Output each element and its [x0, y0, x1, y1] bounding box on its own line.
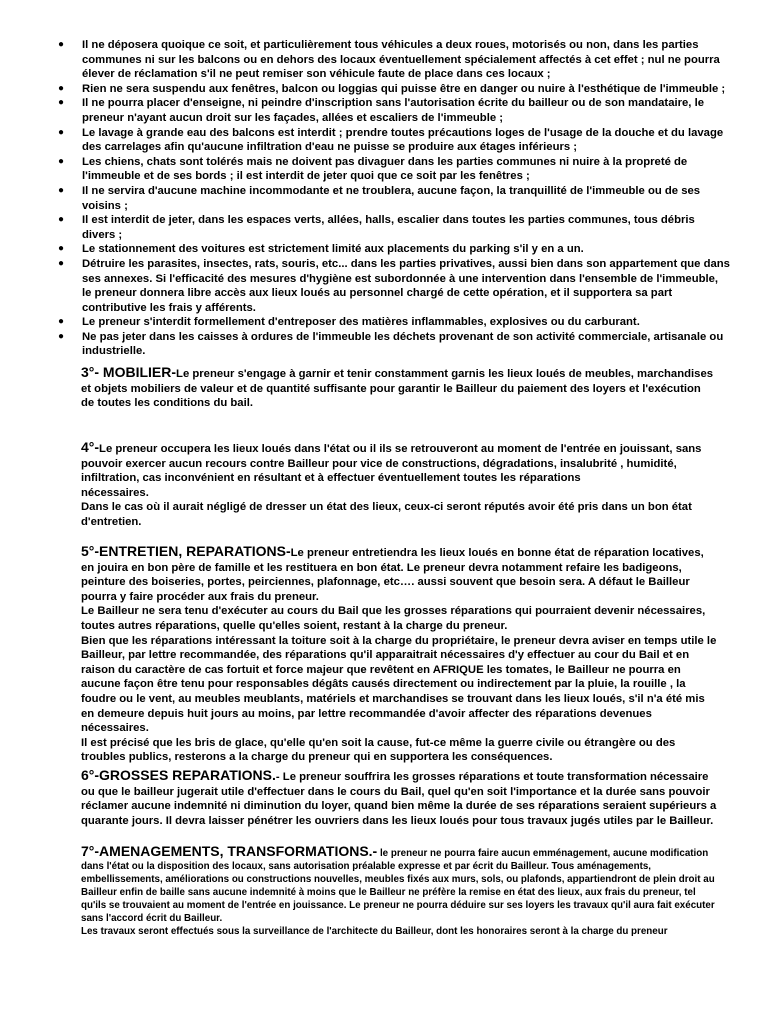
bullet-icon: ●: [58, 155, 65, 167]
section-text: Il est précisé que les bris de glace, qu'elle qu'en soit la cause, fut-ce même la guerre civile ou étrangère ou des troubles publics, resterons a la charge du preneur qui en supportera les conséquences.: [81, 736, 676, 764]
section-heading: 7°-AMENAGEMENTS, TRANSFORMATIONS.-: [81, 843, 378, 859]
section-etat-des-lieux: [81, 440, 717, 530]
list-item: ● Ne pas jeter dans les caisses à ordures de l'immeuble les déchets provenant de son activité commerciale, artisanale ou industrielle.: [58, 330, 724, 358]
list-item: ● Il ne déposera quoique ce soit, et particulièrement tous véhicules a deux roues, motorisés ou non, dans les parties communes ni sur les balcons ou en dehors des locaux éventuellement spécialement affectés à cet effet ; nul ne pourra élever de réclamation s'il ne peut remiser son véhicule faute de place dans ces locaux ;: [58, 39, 720, 81]
bullet-icon: ●: [58, 316, 65, 328]
section-heading: 6°-GROSSES REPARATIONS.: [81, 767, 276, 783]
section-text: Le preneur occupera les lieux loués dans l'état ou il ils se retrouveront au moment de l'entrée en jouissant, sans pouvoir exercer aucun recours contre Bailleur pour vice de constructions, dégradations, insalubrité , humidité, infiltration, cas inconvénient en résultant et à effectuer éventuellement toutes les réparations: [81, 443, 702, 485]
section-text: Le Bailleur ne sera tenu d'exécuter au cours du Bail que les grosses réparations qui pourraient devenir nécessaires, toutes autres réparations, quelle qu'elles soient, restant à la charge du preneur.: [81, 605, 706, 632]
bullet-icon: ●: [58, 243, 65, 255]
list-item: ● Le stationnement des voitures est strictement limité aux placements du parking s'il y en a un.: [58, 243, 584, 256]
section-text: Le preneur entretiendra les lieux loués en bonne état de réparation locatives, en jouira en bon père de famille et les restituera en bon état. Le preneur devra notamment refaire les badigeons, peinture des boiseries, portes, peirciennes, plafonnage, etc…. aussi souvent que besoin sera. A défaut le Bailleur pourra y faire procéder aux frais du preneur.: [81, 547, 704, 603]
list-item: ● Le preneur s'interdit formellement d'entreposer des matières inflammables, explosives ou du carburant.: [58, 316, 640, 329]
bullet-icon: ●: [58, 330, 65, 342]
list-item: ● Il ne pourra placer d'enseigne, ni peindre d'inscription sans l'autorisation écrite du bailleur ou de son mandataire, le preneur n'ayant aucun droit sur les façades, allées et escaliers de l'immeuble ;: [58, 97, 704, 124]
section-grosses-reparations: [81, 768, 717, 828]
section-heading: 3°- MOBILIER-: [81, 364, 177, 380]
section-text: nécessaires.: [81, 486, 149, 499]
list-item: ● Les chiens, chats sont tolérés mais ne doivent pas divaguer dans les parties communes ni nuire à la propreté de l'immeuble et de ses bords ; il est interdit de jeter quoi que ce soit par les fenêtres ;: [58, 155, 688, 183]
section-text: Dans le cas où il aurait négligé de dresser un état des lieux, ceux-ci seront réputés avoir été pris dans un bon état d'entretien.: [81, 501, 692, 528]
section-amenagements: [81, 843, 717, 938]
list-item: ● Détruire les parasites, insectes, rats, souris, etc... dans les parties privatives, aussi bien dans son appartement que dans ses annexes. Si l'efficacité des mesures d'hygiène est subordonnée à une intervention dans l'ensemble de l'immeuble, le preneur donnera libre accès aux lieux loués au personnel chargé de cette opération, et il supportera sa part contributive les frais y afférents.: [58, 257, 730, 314]
list-item: ● Il est interdit de jeter, dans les espaces verts, allées, halls, escalier dans toutes les parties communes, tous débris divers ;: [58, 214, 695, 241]
bullet-icon: ●: [58, 39, 65, 50]
section-text: Bien que les réparations intéressant la toiture soit à la charge du propriétaire, le preneur devra aviser en temps utile le Bailleur, par lettre recommandée, des réparations qu'il apparaitrait nécessaires d'y effectuer au cour du Bail et en raison du caractère de cas fortuit et force majeur que revêtent en AFRIQUE les tomates, le Bailleur ne pourra en aucune façon être tenu pour responsables dégâts causés directement ou indirectement par la pluie, la rouille , la foudre ou le vent, au meubles meublants, matériels et marchandises se trouvant dans les lieux loués, s'il n'a été mis en demeure depuis huit jours au moins, par lettre recommandée d'avoir affecter des réparations devenues nécessaires.: [81, 634, 717, 735]
section-text: Le preneur s'engage à garnir et tenir constamment garnis les lieux loués de meubles, marchandises et objets mobiliers de valeur et de quantité suffisante pour garantir le Bailleur du paiement des loyers et l'exécution de toutes les conditions du bail.: [81, 368, 714, 410]
bullet-icon: ●: [58, 184, 65, 196]
bullet-icon: ●: [58, 214, 65, 226]
section-heading: 4°-: [81, 439, 100, 455]
section-text: le preneur ne pourra faire aucun emménagement, aucune modification dans l'état ou la disposition des locaux, sans autorisation préalable expresse et par écrit du Bailleur. Tous aménagements, embellissements, améliorations ou constructions nouvelles, meubles fixés aux murs, sols, ou plafonds, appartiendront de plein droit au Bailleur enfin de baille sans aucune indemnité à moins que le Bailleur ne préfère la remise en état des lieux, aux frais du preneur, tel qu'ils se trouvaient au moment de l'entrée en jouissance. Le preneur ne pourra déduire sur ses loyers les travaux qu'il aura fait exécuter sans l'accord écrit du Bailleur.: [81, 848, 715, 924]
section-text: - Le preneur souffrira les grosses réparations et toute transformation nécessaire ou que le bailleur jugerait utile d'effectuer dans le cours du Bail, quel qu'en soit l'importance et la durée sans pouvoir réclamer aucune indemnité ni diminution du loyer, quand bien même la durée de ses réparations seraient supérieurs a quarante jours. Il devra laisser pénétrer les ouvriers dans les lieux loués pour tous travaux jugés utiles par le Bailleur.: [81, 771, 717, 827]
bullet-icon: ●: [58, 257, 65, 269]
list-item: ● Rien ne sera suspendu aux fenêtres, balcon ou loggias qui puisse être en danger ou nuire à l'esthétique de l'immeuble ;: [58, 82, 726, 95]
section-entretien: [81, 544, 717, 765]
bullet-icon: ●: [58, 82, 65, 94]
section-heading: 5°-ENTRETIEN, REPARATIONS-: [81, 543, 291, 559]
list-item: ● Le lavage à grande eau des balcons est interdit ; prendre toutes précautions loges de l'usage de la douche et du lavage des carrelages afin qu'aucune infiltration d'eau ne puisse se produire aux étages inférieurs ;: [58, 126, 724, 154]
section-mobilier: [81, 365, 717, 411]
bullet-icon: ●: [58, 97, 65, 109]
list-item: ● Il ne servira d'aucune machine incommodante et ne troublera, aucune façon, la tranquillité de l'immeuble ou de ses voisins ;: [58, 184, 701, 212]
obligations-list: [58, 38, 730, 359]
section-text: Les travaux seront effectués sous la surveillance de l'architecte du Bailleur, dont les honoraires seront à la charge du preneur: [81, 926, 668, 937]
bullet-icon: ●: [58, 126, 65, 138]
